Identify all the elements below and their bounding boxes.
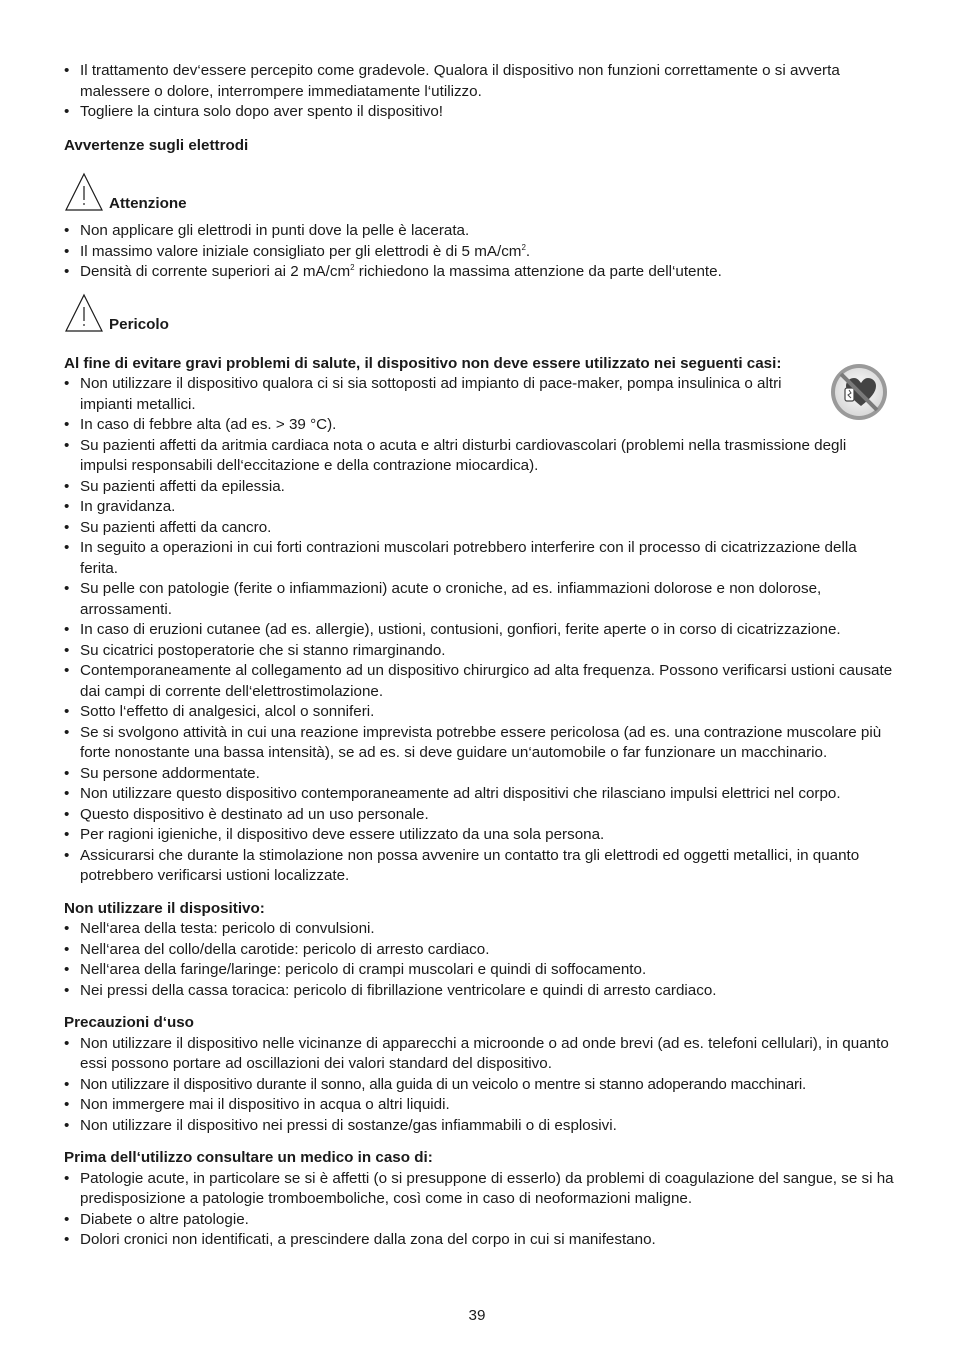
- list-item: • Togliere la cintura solo dopo aver spento il dispositivo!: [64, 102, 894, 123]
- danger-list: [64, 374, 894, 436]
- danger-list-cont: [64, 436, 896, 887]
- attention-header: [64, 170, 894, 212]
- list-item: • Non immergere mai il dispositivo in acqua o altri liquidi.: [64, 1095, 896, 1116]
- not-use-list: [64, 919, 894, 1001]
- electrodes-list: [64, 221, 894, 283]
- list-item: • Assicurarsi che durante la stimolazione non possa avvenire un contatto tra gli elettrodi ed oggetti metallici, in quanto potrebbero verificarsi ustioni localizzate.: [64, 846, 896, 887]
- list-item: • Su pazienti affetti da cancro.: [64, 518, 896, 539]
- list-item: • Nell‘area del collo/della carotide: pericolo di arresto cardiaco.: [64, 940, 894, 961]
- list-item: • Sotto l‘effetto di analgesici, alcol o sonniferi.: [64, 702, 896, 723]
- list-item: • Su pelle con patologie (ferite o infiammazioni) acute o croniche, ad es. infiammazioni dolorose e non dolorose, arrossamenti.: [64, 579, 896, 620]
- attention-label: Attenzione: [109, 195, 187, 212]
- doctor-heading: Prima dell‘utilizzo consultare un medico in caso di:: [64, 1149, 433, 1166]
- list-item: • Questo dispositivo è destinato ad un uso personale.: [64, 805, 896, 826]
- list-item: • Diabete o altre patologie.: [64, 1210, 894, 1231]
- doctor-list: [64, 1169, 894, 1251]
- danger-header: [64, 291, 894, 333]
- list-item: • Non utilizzare questo dispositivo contemporaneamente ad altri dispositivi che rilasciano impulsi elettrici nel corpo.: [64, 784, 896, 805]
- list-item: • In seguito a operazioni in cui forti contrazioni muscolari potrebbero interferire con il processo di cicatrizzazione della ferita.: [64, 538, 896, 579]
- list-item: • Su cicatrici postoperatorie che si stanno rimarginando.: [64, 641, 896, 662]
- list-item: • Patologie acute, in particolare se si è affetti (o si presuppone di esserlo) da problemi di coagulazione del sangue, se si ha predisposizione a patologie tromboemboliche, così come in caso di neoformazioni maligne.: [64, 1169, 894, 1210]
- list-item: • Per ragioni igieniche, il dispositivo deve essere utilizzato da una sola persona.: [64, 825, 896, 846]
- list-item: • Se si svolgono attività in cui una reazione imprevista potrebbe essere pericolosa (ad es. una contrazione muscolare più forte nonostante una bassa intensità), se ad es. si deve guidare un‘automobile o far funzionare un macchinario.: [64, 723, 896, 764]
- danger-heading: Al fine di evitare gravi problemi di salute, il dispositivo non deve essere utilizzato nei seguenti casi:: [64, 354, 782, 372]
- list-item: • Densità di corrente superiori ai 2 $mA/cm^2$ richiedono la massima attenzione da parte dell‘utente.: [64, 262, 894, 283]
- warning-triangle-icon: [64, 172, 104, 212]
- electrodes-heading: Avvertenze sugli elettrodi: [64, 136, 249, 154]
- list-item: • In caso di eruzioni cutanee (ad es. allergie), ustioni, contusioni, gonfiori, ferite aperte o in corso di cicatrizzazione.: [64, 620, 896, 641]
- list-item: • Non utilizzare il dispositivo nei pressi di sostanze/gas infiammabili o di esplosivi.: [64, 1116, 896, 1137]
- document-page: [64, 61, 894, 1251]
- not-use-heading: Non utilizzare il dispositivo:: [64, 899, 265, 917]
- list-item: • Su persone addormentate.: [64, 764, 896, 785]
- list-item: • Non applicare gli elettrodi in punti dove la pelle è lacerata.: [64, 221, 894, 242]
- list-item: • Su pazienti affetti da epilessia.: [64, 477, 896, 498]
- list-item: • Contemporaneamente al collegamento ad un dispositivo chirurgico ad alta frequenza. Possono verificarsi ustioni causate dai campi di corrente dell‘elettrostimolazione.: [64, 661, 896, 702]
- danger-label: Pericolo: [109, 315, 169, 333]
- list-item: • In caso di febbre alta (ad es. > 39 °C).: [64, 415, 826, 436]
- list-item: • Su pazienti affetti da aritmia cardiaca nota o acuta e altri disturbi cardiovascolari (problemi nella trasmissione degli impulsi responsabili dell‘eccitazione e della contrazione miocardica).: [64, 436, 896, 477]
- no-pacemaker-icon: [829, 362, 889, 422]
- list-item: • In gravidanza.: [64, 497, 896, 518]
- list-item: • Il massimo valore iniziale consigliato per gli elettrodi è di 5 $mA/cm^2$.: [64, 242, 894, 263]
- list-item: • Nell‘area della testa: pericolo di convulsioni.: [64, 919, 894, 940]
- list-item: • Non utilizzare il dispositivo qualora ci si sia sottoposti ad impianto di pace-maker, pompa insulinica o altri impianti metallici.: [64, 374, 826, 415]
- page-number: 39: [468, 1307, 486, 1324]
- list-item: • Nell‘area della faringe/laringe: pericolo di crampi muscolari e quindi di soffocamento.: [64, 960, 894, 981]
- warning-triangle-icon: [64, 293, 104, 333]
- precautions-list: [64, 1034, 896, 1137]
- list-item: • Il trattamento dev‘essere percepito come gradevole. Qualora il dispositivo non funzioni correttamente o si avverta malessere o dolore, interrompere immediatamente l‘utilizzo.: [64, 61, 894, 102]
- list-item: • Non utilizzare il dispositivo nelle vicinanze di apparecchi a microonde o ad onde brevi (ad es. telefoni cellulari), in quanto essi possono portare ad oscillazioni dei valori standard del dispositivo.: [64, 1034, 896, 1075]
- list-item: • Nei pressi della cassa toracica: pericolo di fibrillazione ventricolare e quindi di arresto cardiaco.: [64, 981, 894, 1002]
- list-item: • Dolori cronici non identificati, a prescindere dalla zona del corpo in cui si manifestano.: [64, 1230, 894, 1251]
- precautions-heading: Precauzioni d‘uso: [64, 1014, 194, 1031]
- intro-list: [64, 61, 894, 123]
- list-item: • Non utilizzare il dispositivo durante il sonno, alla guida di un veicolo o mentre si stanno adoperando macchinari.: [64, 1075, 896, 1096]
